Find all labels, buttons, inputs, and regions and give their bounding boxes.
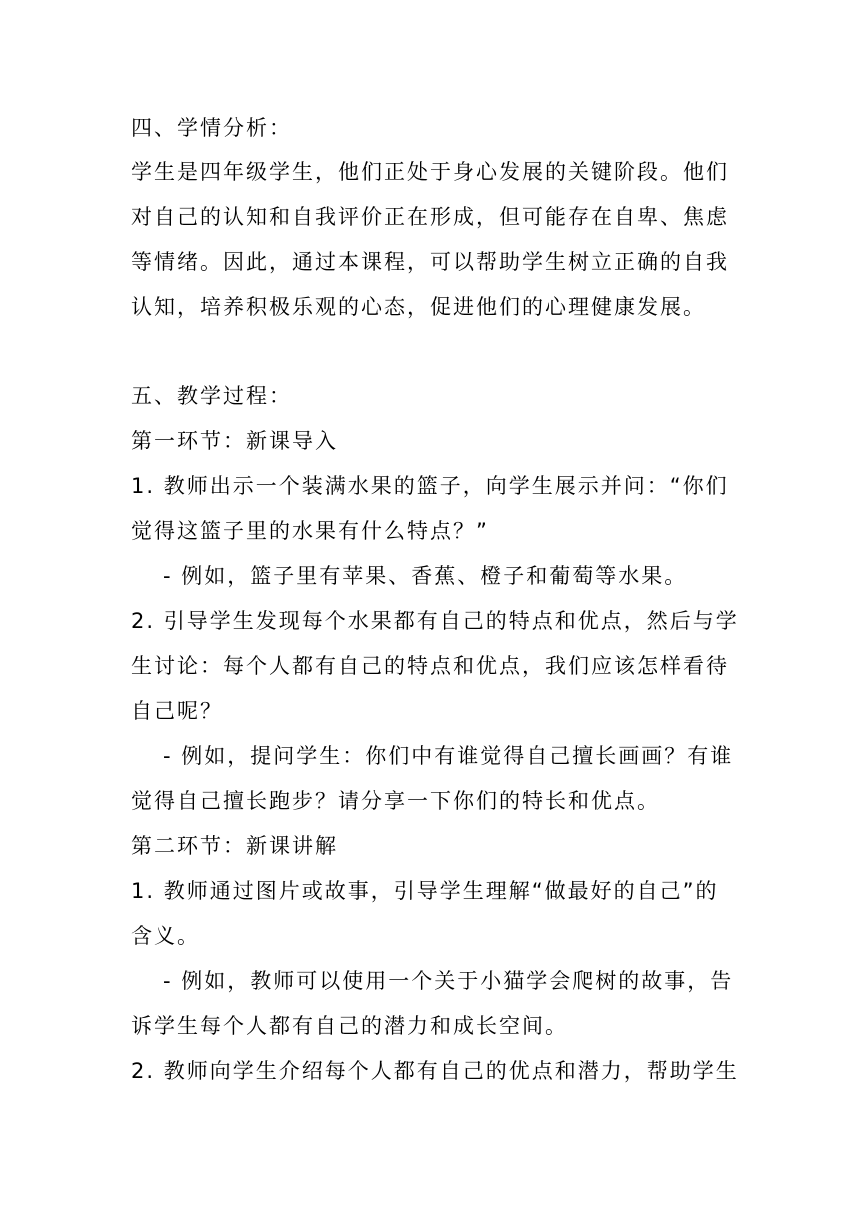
subsection-heading-lecture: 第二环节：新课讲解 — [131, 834, 338, 858]
example-line: 觉得自己擅长跑步？请分享一下你们的特长和优点。 — [131, 789, 660, 813]
example-line: - 例如，篮子里有苹果、香蕉、橙子和葡萄等水果。 — [163, 564, 688, 588]
paragraph-line: 学生是四年级学生，他们正处于身心发展的关键阶段。他们 — [131, 160, 729, 184]
subsection-heading-intro: 第一环节：新课导入 — [131, 429, 338, 453]
list-item-line: 含义。 — [131, 924, 200, 948]
list-item-line: 1. 教师出示一个装满水果的篮子，向学生展示并问：“你们 — [131, 474, 729, 498]
example-line: - 例如，提问学生：你们中有谁觉得自己擅长画画？有谁 — [163, 744, 734, 768]
section-heading-teaching-process: 五、教学过程： — [131, 384, 292, 408]
list-item-line: 生讨论：每个人都有自己的特点和优点，我们应该怎样看待 — [131, 654, 729, 678]
section-heading-student-analysis: 四、学情分析： — [131, 116, 292, 140]
example-line: - 例如，教师可以使用一个关于小猫学会爬树的故事，告 — [163, 969, 734, 993]
list-item-line: 2. 教师向学生介绍每个人都有自己的优点和潜力，帮助学生 — [131, 1059, 739, 1083]
paragraph-line: 等情绪。因此，通过本课程，可以帮助学生树立正确的自我 — [131, 250, 729, 274]
list-item-line: 1. 教师通过图片或故事，引导学生理解“做最好的自己”的 — [131, 879, 719, 903]
paragraph-line: 认知，培养积极乐观的心态，促进他们的心理健康发展。 — [131, 295, 706, 319]
list-item-line: 自己呢？ — [131, 699, 223, 723]
list-item-line: 觉得这篮子里的水果有什么特点？” — [131, 519, 489, 543]
list-item-line: 2. 引导学生发现每个水果都有自己的特点和优点，然后与学 — [131, 609, 739, 633]
example-line: 诉学生每个人都有自己的潜力和成长空间。 — [131, 1014, 568, 1038]
paragraph-line: 对自己的认知和自我评价正在形成，但可能存在自卑、焦虑 — [131, 205, 729, 229]
